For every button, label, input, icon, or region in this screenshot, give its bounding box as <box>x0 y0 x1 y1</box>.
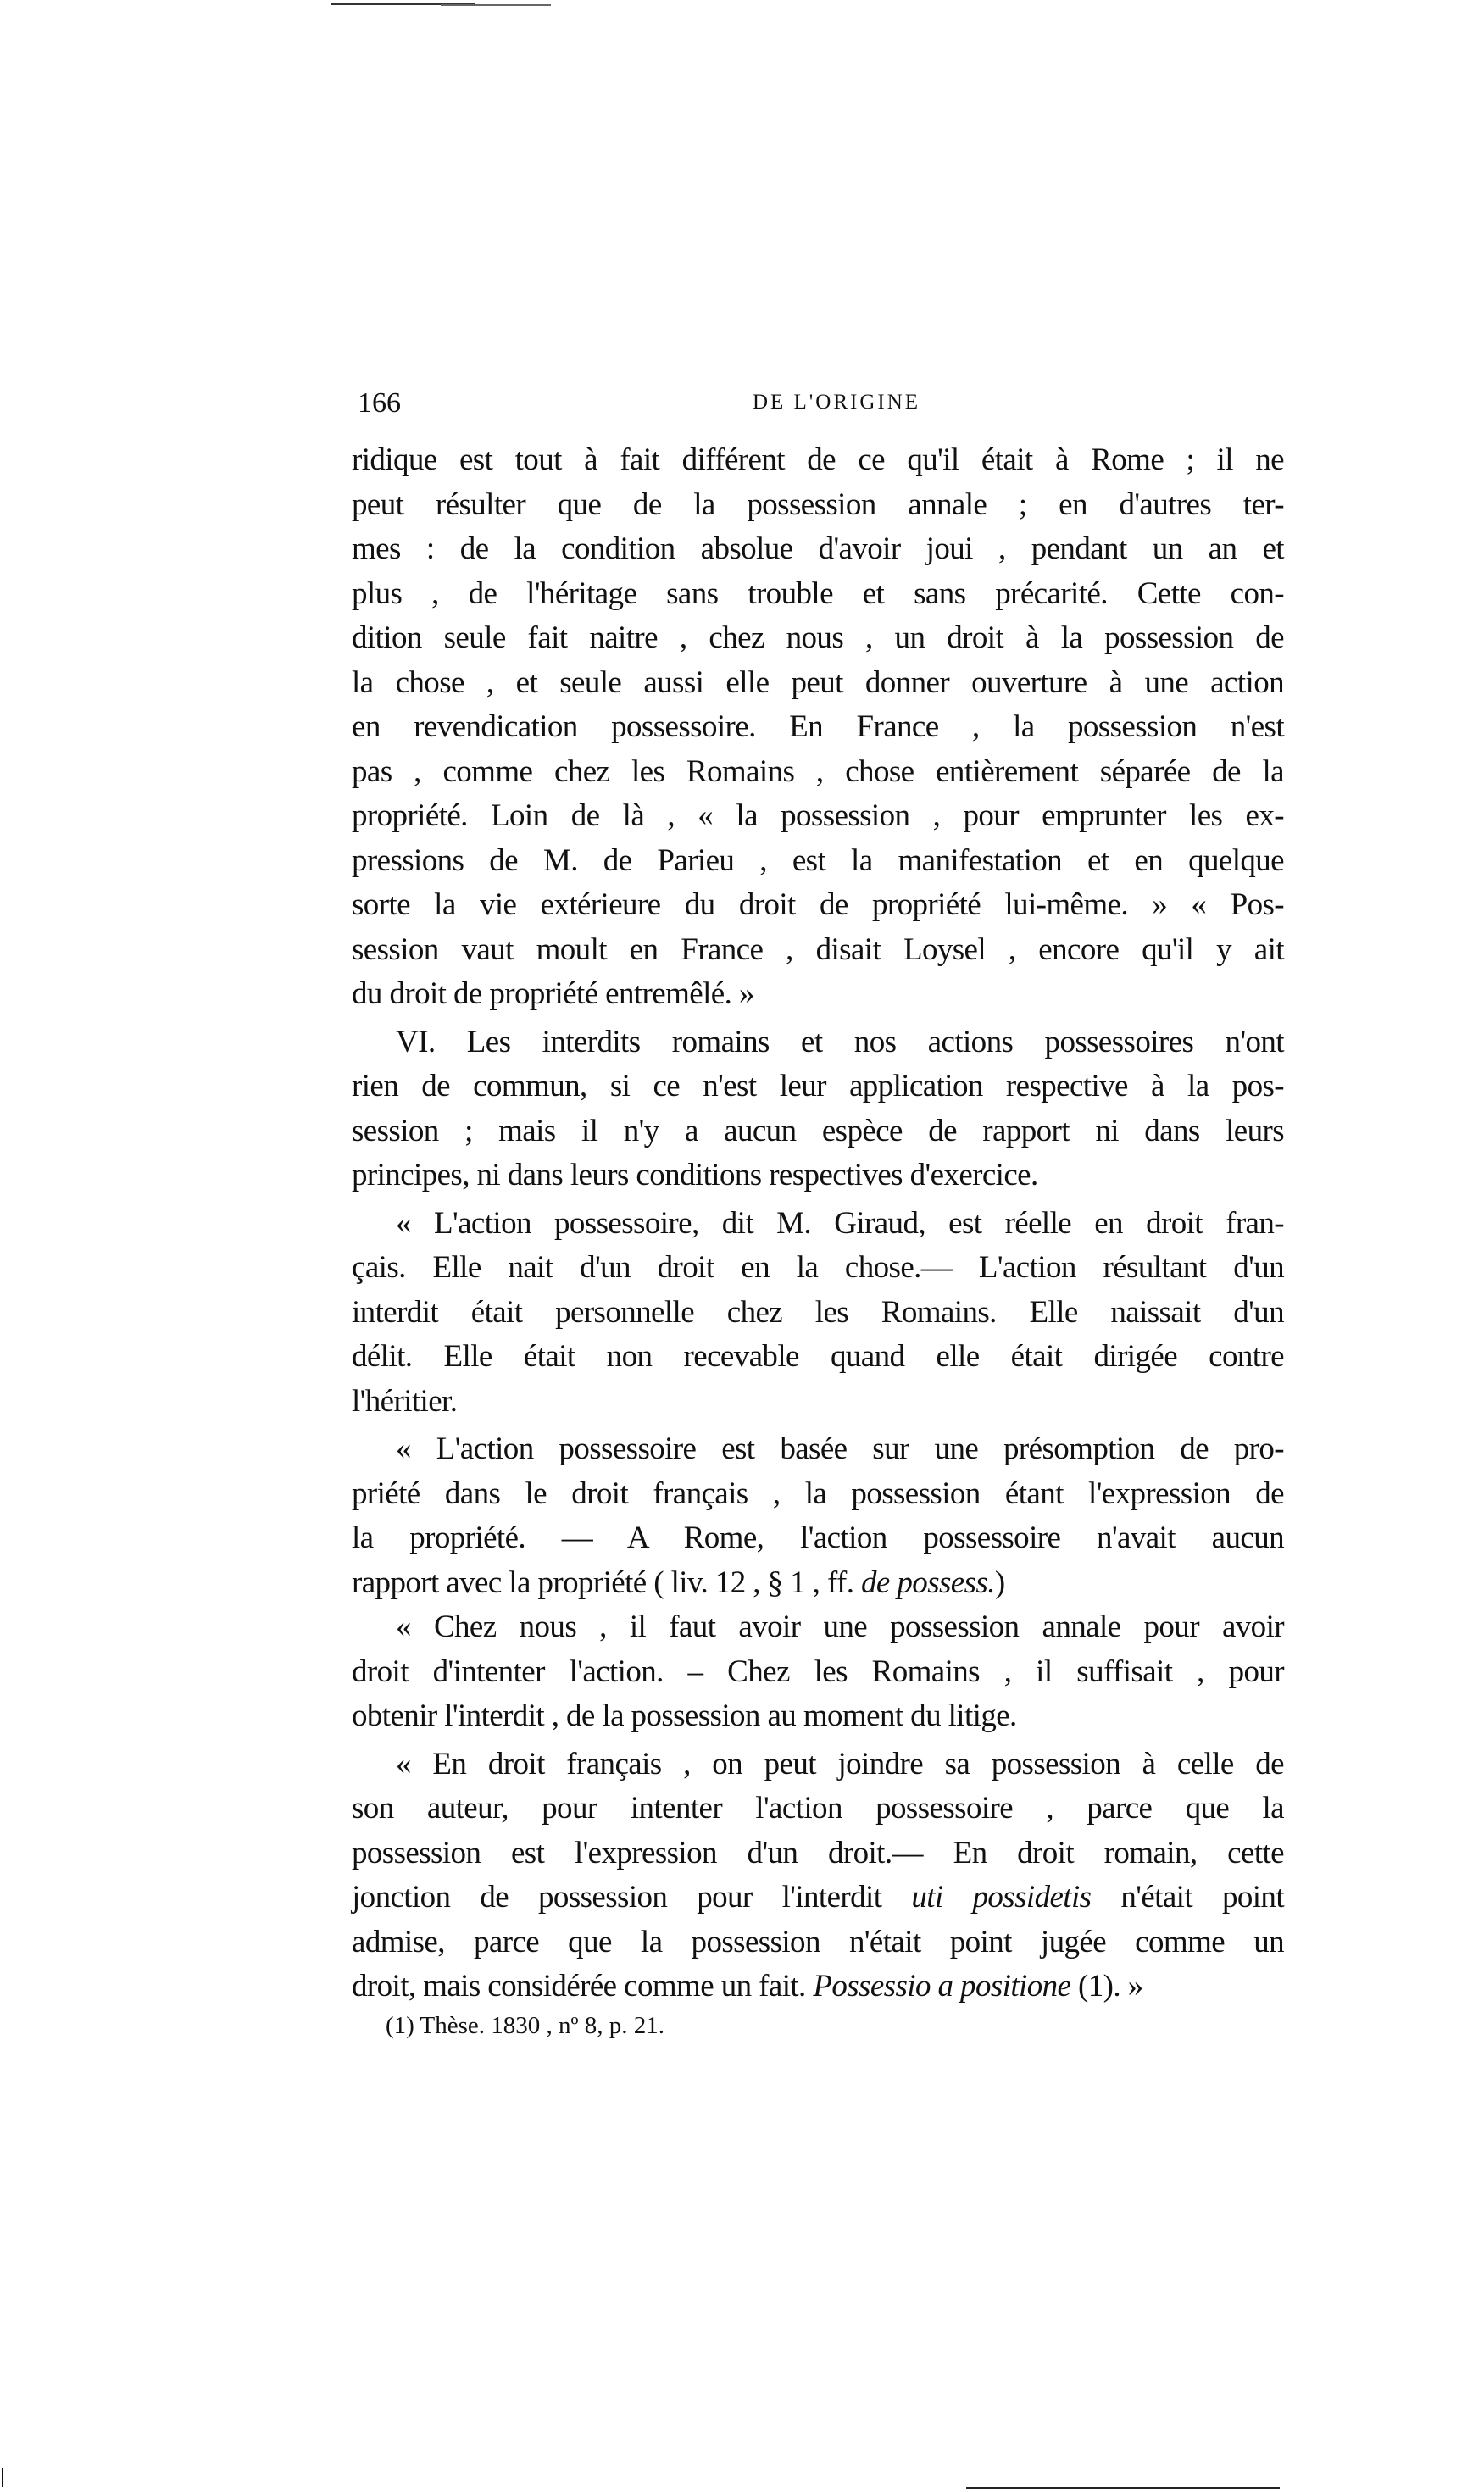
text-segment: peut résulter que de la possession annale ; en d'autres ter- <box>352 486 1284 522</box>
page-number: 166 <box>358 387 401 419</box>
text-line <box>352 1202 1284 1247</box>
text-line <box>352 1561 1284 1606</box>
text-segment: « L'action possessoire, dit M. Giraud, est réelle en droit fran- <box>396 1205 1284 1241</box>
text-line <box>352 1020 1284 1065</box>
text-line <box>352 572 1284 617</box>
text-segment: jonction de possession pour l'interdit <box>352 1880 912 1915</box>
text-segment: sorte la vie extérieure du droit de propriété lui-même. » « Pos- <box>352 887 1284 922</box>
text-segment: mes : de la condition absolue d'avoir joui , pendant un an et <box>352 531 1284 566</box>
scan-edge-mark <box>2 2468 3 2487</box>
text-segment: VI. Les interdits romains et nos actions possessoires n'ont <box>396 1024 1284 1059</box>
text-line <box>352 616 1284 661</box>
text-segment: pas , comme chez les Romains , chose entièrement séparée de la <box>352 753 1284 789</box>
text-line <box>352 438 1284 483</box>
text-segment: principes, ni dans leurs conditions respectives d'exercice. <box>352 1158 1038 1192</box>
text-line <box>352 1335 1284 1380</box>
text-line <box>352 1291 1284 1336</box>
footnote: (1) Thèse. 1830 , nº 8, p. 21. <box>386 2012 665 2039</box>
text-line <box>352 1246 1284 1291</box>
scan-edge-artifact-top <box>441 4 551 6</box>
text-segment: session vaut moult en France , disait Loysel , encore qu'il y ait <box>352 931 1284 967</box>
text-segment: session ; mais il n'y a aucun espèce de rapport ni dans leurs <box>352 1113 1284 1148</box>
text-line <box>352 527 1284 572</box>
text-segment: la propriété. — A Rome, l'action possessoire n'avait aucun <box>352 1520 1284 1555</box>
scan-edge-artifact-bottom <box>966 2487 1280 2489</box>
text-segment: (1). » <box>1070 1969 1143 2004</box>
text-line <box>352 1787 1284 1831</box>
text-segment: « Chez nous , il faut avoir une possession annale pour avoir <box>396 1609 1284 1644</box>
text-line <box>352 1920 1284 1965</box>
text-segment: la chose , et seule aussi elle peut donner ouverture à une action <box>352 664 1284 700</box>
text-line <box>352 1427 1284 1472</box>
italic-text: de possess. <box>861 1565 995 1600</box>
text-segment: priété dans le droit français , la possession étant l'expression de <box>352 1476 1284 1511</box>
text-segment: plus , de l'héritage sans trouble et sans précarité. Cette con- <box>352 575 1284 611</box>
text-segment: rapport avec la propriété ( liv. 12 , § 1 , ff. <box>352 1565 862 1600</box>
text-segment: « En droit français , on peut joindre sa possession à celle de <box>396 1746 1284 1781</box>
text-line <box>352 1605 1284 1650</box>
text-segment: son auteur, pour intenter l'action possessoire , parce que la <box>352 1791 1284 1826</box>
text-line <box>352 1831 1284 1876</box>
text-segment: propriété. Loin de là , « la possession , pour emprunter les ex- <box>352 798 1284 833</box>
text-line <box>352 794 1284 839</box>
running-head <box>354 386 1285 420</box>
text-segment: pressions de M. de Parieu , est la manifestation et en quelque <box>352 842 1284 878</box>
italic-text: uti possidetis <box>911 1880 1092 1915</box>
text-line <box>352 972 1284 1017</box>
text-segment: droit, mais considérée comme un fait. <box>352 1969 814 2004</box>
text-line <box>352 1965 1284 2009</box>
text-line <box>352 1380 1284 1425</box>
text-segment: interdit était personnelle chez les Romains. Elle naissait d'un <box>352 1294 1284 1330</box>
text-segment: possession est l'expression d'un droit.— En droit romain, cette <box>352 1835 1284 1870</box>
text-segment: çais. Elle nait d'un droit en la chose.— L'action résultant d'un <box>352 1250 1284 1285</box>
text-line <box>352 1650 1284 1695</box>
text-line <box>352 1516 1284 1561</box>
text-line <box>352 1109 1284 1154</box>
text-segment: dition seule fait naitre , chez nous , un droit à la possession de <box>352 620 1284 655</box>
text-line <box>352 1876 1284 1920</box>
text-segment: obtenir l'interdit , de la possession au moment du litige. <box>352 1698 1017 1733</box>
text-line <box>352 483 1284 528</box>
text-segment: admise, parce que la possession n'était point jugée comme un <box>352 1924 1284 1959</box>
text-segment: « L'action possessoire est basée sur une présomption de pro- <box>396 1431 1284 1466</box>
italic-text: Possessio a positione <box>813 1969 1071 2004</box>
text-line <box>352 1694 1284 1739</box>
text-segment: droit d'intenter l'action. – Chez les Romains , il suffisait , pour <box>352 1654 1284 1689</box>
text-line <box>352 1153 1284 1198</box>
text-line <box>352 883 1284 928</box>
text-line <box>352 705 1284 750</box>
body-text <box>352 438 1284 2009</box>
text-line <box>352 661 1284 706</box>
text-segment: n'était point <box>1091 1880 1284 1915</box>
text-segment: ) <box>994 1565 1005 1600</box>
text-segment: délit. Elle était non recevable quand elle était dirigée contre <box>352 1339 1284 1374</box>
text-segment: en revendication possessoire. En France , la possession n'est <box>352 709 1284 744</box>
text-line <box>352 750 1284 795</box>
text-line <box>352 928 1284 973</box>
text-line <box>352 839 1284 884</box>
text-segment: rien de commun, si ce n'est leur application respective à la pos- <box>352 1069 1284 1103</box>
text-line <box>352 1472 1284 1517</box>
text-segment: l'héritier. <box>352 1383 458 1419</box>
running-head-title: DE L'ORIGINE <box>752 391 921 414</box>
text-line <box>352 1742 1284 1787</box>
text-line <box>352 1064 1284 1109</box>
text-segment: ridique est tout à fait différent de ce qu'il était à Rome ; il ne <box>352 442 1284 477</box>
text-segment: du droit de propriété entremêlé. » <box>352 976 754 1011</box>
